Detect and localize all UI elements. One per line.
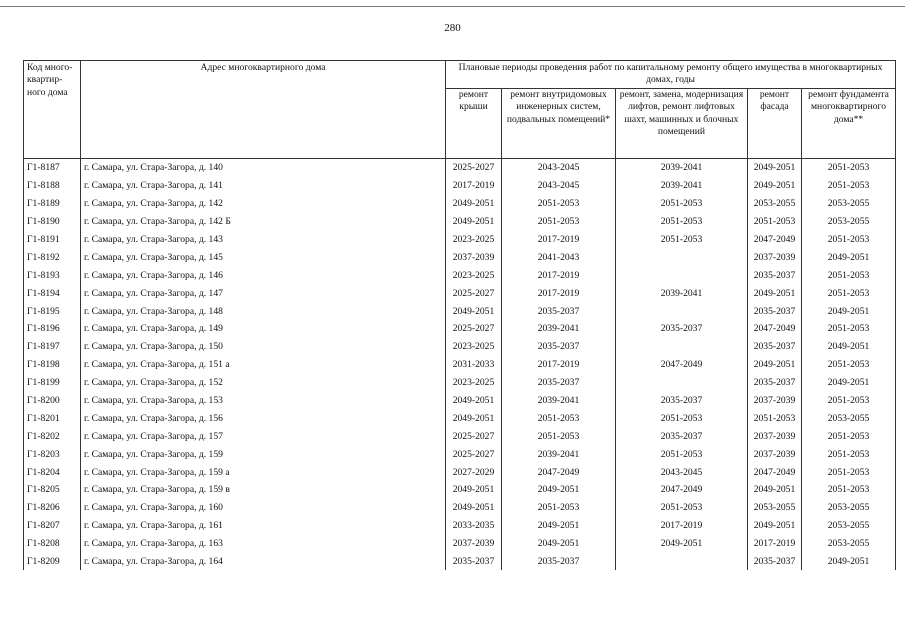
cell-elevators: 2051-2053: [616, 445, 748, 463]
cell-elevators: [616, 248, 748, 266]
cell-address: г. Самара, ул. Стара-Загора, д. 141: [81, 177, 446, 195]
table-row: [24, 177, 896, 195]
cell-foundation: 2049-2051: [802, 248, 896, 266]
cell-foundation: 2053-2055: [802, 195, 896, 213]
cell-roof: 2023-2025: [446, 374, 502, 392]
cell-elevators: 2039-2041: [616, 284, 748, 302]
table-row: [24, 284, 896, 302]
cell-engineering: 2039-2041: [502, 445, 616, 463]
cell-code: Г1-8194: [24, 284, 81, 302]
cell-engineering: 2017-2019: [502, 266, 616, 284]
cell-address: г. Самара, ул. Стара-Загора, д. 142: [81, 195, 446, 213]
cell-code: Г1-8201: [24, 409, 81, 427]
cell-engineering: 2051-2053: [502, 427, 616, 445]
cell-code: Г1-8206: [24, 499, 81, 517]
cell-facade: 2035-2037: [748, 374, 802, 392]
cell-foundation: 2051-2053: [802, 392, 896, 410]
cell-roof: 2049-2051: [446, 195, 502, 213]
cell-foundation: 2051-2053: [802, 356, 896, 374]
cell-facade: 2047-2049: [748, 231, 802, 249]
cell-code: Г1-8203: [24, 445, 81, 463]
cell-address: г. Самара, ул. Стара-Загора, д. 145: [81, 248, 446, 266]
cell-roof: 2025-2027: [446, 445, 502, 463]
cell-foundation: 2049-2051: [802, 553, 896, 571]
cell-elevators: 2035-2037: [616, 392, 748, 410]
cell-foundation: 2051-2053: [802, 445, 896, 463]
cell-engineering: 2035-2037: [502, 374, 616, 392]
cell-facade: 2049-2051: [748, 517, 802, 535]
cell-address: г. Самара, ул. Стара-Загора, д. 161: [81, 517, 446, 535]
table-row: [24, 195, 896, 213]
cell-foundation: 2053-2055: [802, 213, 896, 231]
table-row: [24, 427, 896, 445]
cell-elevators: 2047-2049: [616, 356, 748, 374]
cell-roof: 2037-2039: [446, 535, 502, 553]
cell-foundation: 2051-2053: [802, 463, 896, 481]
header-code: Код много-квартир-ного дома: [24, 61, 81, 159]
cell-address: г. Самара, ул. Стара-Загора, д. 147: [81, 284, 446, 302]
cell-code: Г1-8207: [24, 517, 81, 535]
cell-address: г. Самара, ул. Стара-Загора, д. 149: [81, 320, 446, 338]
cell-code: Г1-8191: [24, 231, 81, 249]
header-foundation: ремонт фундамента многоквартирного дома**: [802, 89, 896, 159]
cell-address: г. Самара, ул. Стара-Загора, д. 151 а: [81, 356, 446, 374]
cell-roof: 2035-2037: [446, 553, 502, 571]
cell-facade: 2047-2049: [748, 320, 802, 338]
cell-engineering: 2049-2051: [502, 481, 616, 499]
cell-facade: 2047-2049: [748, 463, 802, 481]
table-row: [24, 445, 896, 463]
cell-roof: 2017-2019: [446, 177, 502, 195]
cell-elevators: [616, 266, 748, 284]
header-engineering: ремонт внутридомовых инженерных систем, подвальных помещений*: [502, 89, 616, 159]
table-header: [24, 61, 896, 159]
cell-engineering: 2051-2053: [502, 409, 616, 427]
cell-foundation: 2051-2053: [802, 481, 896, 499]
cell-roof: 2033-2035: [446, 517, 502, 535]
cell-facade: 2049-2051: [748, 284, 802, 302]
cell-facade: 2017-2019: [748, 535, 802, 553]
table-row: [24, 409, 896, 427]
cell-address: г. Самара, ул. Стара-Загора, д. 146: [81, 266, 446, 284]
cell-facade: 2049-2051: [748, 159, 802, 177]
cell-code: Г1-8208: [24, 535, 81, 553]
cell-foundation: 2053-2055: [802, 409, 896, 427]
header-periods: Плановые периоды проведения работ по капитальному ремонту общего имущества в многоквартирных домах, годы: [446, 61, 896, 89]
cell-engineering: 2043-2045: [502, 177, 616, 195]
table-row: [24, 159, 896, 177]
cell-roof: 2023-2025: [446, 231, 502, 249]
cell-foundation: 2051-2053: [802, 427, 896, 445]
cell-roof: 2023-2025: [446, 266, 502, 284]
table-row: [24, 553, 896, 571]
cell-foundation: 2049-2051: [802, 374, 896, 392]
cell-facade: 2049-2051: [748, 177, 802, 195]
table-row: [24, 374, 896, 392]
cell-elevators: 2043-2045: [616, 463, 748, 481]
cell-elevators: 2035-2037: [616, 320, 748, 338]
cell-address: г. Самара, ул. Стара-Загора, д. 152: [81, 374, 446, 392]
cell-address: г. Самара, ул. Стара-Загора, д. 159: [81, 445, 446, 463]
table-body: [24, 159, 896, 571]
cell-foundation: 2051-2053: [802, 266, 896, 284]
table-row: [24, 517, 896, 535]
cell-address: г. Самара, ул. Стара-Загора, д. 148: [81, 302, 446, 320]
cell-engineering: 2047-2049: [502, 463, 616, 481]
cell-elevators: 2017-2019: [616, 517, 748, 535]
cell-code: Г1-8189: [24, 195, 81, 213]
cell-address: г. Самара, ул. Стара-Загора, д. 150: [81, 338, 446, 356]
top-rule: [0, 6, 905, 7]
cell-roof: 2049-2051: [446, 481, 502, 499]
cell-engineering: 2051-2053: [502, 195, 616, 213]
cell-elevators: 2035-2037: [616, 427, 748, 445]
cell-elevators: [616, 374, 748, 392]
cell-code: Г1-8196: [24, 320, 81, 338]
cell-foundation: 2049-2051: [802, 302, 896, 320]
table-row: [24, 499, 896, 517]
cell-elevators: [616, 553, 748, 571]
cell-engineering: 2035-2037: [502, 302, 616, 320]
cell-engineering: 2017-2019: [502, 231, 616, 249]
cell-engineering: 2041-2043: [502, 248, 616, 266]
cell-code: Г1-8192: [24, 248, 81, 266]
cell-facade: 2051-2053: [748, 409, 802, 427]
cell-facade: 2037-2039: [748, 248, 802, 266]
page-number: 280: [444, 22, 461, 34]
capital-repair-table: [23, 60, 896, 570]
table-row: [24, 392, 896, 410]
cell-address: г. Самара, ул. Стара-Загора, д. 157: [81, 427, 446, 445]
header-facade: ремонт фасада: [748, 89, 802, 159]
cell-code: Г1-8195: [24, 302, 81, 320]
cell-code: Г1-8200: [24, 392, 81, 410]
cell-facade: 2037-2039: [748, 445, 802, 463]
table-row: [24, 213, 896, 231]
cell-address: г. Самара, ул. Стара-Загора, д. 143: [81, 231, 446, 249]
cell-address: г. Самара, ул. Стара-Загора, д. 142 Б: [81, 213, 446, 231]
cell-engineering: 2049-2051: [502, 517, 616, 535]
cell-foundation: 2051-2053: [802, 159, 896, 177]
cell-elevators: [616, 302, 748, 320]
cell-roof: 2049-2051: [446, 302, 502, 320]
cell-roof: 2023-2025: [446, 338, 502, 356]
cell-engineering: 2017-2019: [502, 356, 616, 374]
header-roof: ремонт крыши: [446, 89, 502, 159]
table-row: [24, 320, 896, 338]
cell-facade: 2035-2037: [748, 553, 802, 571]
cell-roof: 2025-2027: [446, 284, 502, 302]
table-row: [24, 248, 896, 266]
cell-facade: 2049-2051: [748, 356, 802, 374]
cell-engineering: 2043-2045: [502, 159, 616, 177]
cell-code: Г1-8202: [24, 427, 81, 445]
cell-roof: 2037-2039: [446, 248, 502, 266]
cell-elevators: 2051-2053: [616, 499, 748, 517]
cell-facade: 2035-2037: [748, 302, 802, 320]
cell-foundation: 2051-2053: [802, 284, 896, 302]
cell-address: г. Самара, ул. Стара-Загора, д. 163: [81, 535, 446, 553]
cell-address: г. Самара, ул. Стара-Загора, д. 159 а: [81, 463, 446, 481]
cell-engineering: 2039-2041: [502, 320, 616, 338]
cell-engineering: 2051-2053: [502, 213, 616, 231]
cell-code: Г1-8197: [24, 338, 81, 356]
cell-facade: 2037-2039: [748, 427, 802, 445]
cell-code: Г1-8193: [24, 266, 81, 284]
table-row: [24, 481, 896, 499]
table-row: [24, 266, 896, 284]
cell-foundation: 2051-2053: [802, 177, 896, 195]
cell-code: Г1-8188: [24, 177, 81, 195]
cell-elevators: 2051-2053: [616, 195, 748, 213]
cell-elevators: 2047-2049: [616, 481, 748, 499]
cell-foundation: 2051-2053: [802, 320, 896, 338]
cell-code: Г1-8198: [24, 356, 81, 374]
cell-code: Г1-8199: [24, 374, 81, 392]
cell-address: г. Самара, ул. Стара-Загора, д. 156: [81, 409, 446, 427]
header-address: Адрес многоквартирного дома: [81, 61, 446, 159]
cell-foundation: 2053-2055: [802, 517, 896, 535]
cell-code: Г1-8190: [24, 213, 81, 231]
cell-facade: 2053-2055: [748, 195, 802, 213]
cell-roof: 2025-2027: [446, 320, 502, 338]
cell-code: Г1-8209: [24, 553, 81, 571]
cell-roof: 2025-2027: [446, 159, 502, 177]
cell-foundation: 2053-2055: [802, 499, 896, 517]
cell-roof: 2049-2051: [446, 499, 502, 517]
cell-foundation: 2053-2055: [802, 535, 896, 553]
table-row: [24, 231, 896, 249]
table-row: [24, 338, 896, 356]
cell-roof: 2027-2029: [446, 463, 502, 481]
cell-facade: 2049-2051: [748, 481, 802, 499]
cell-roof: 2049-2051: [446, 409, 502, 427]
table-row: [24, 463, 896, 481]
cell-facade: 2051-2053: [748, 213, 802, 231]
cell-facade: 2035-2037: [748, 338, 802, 356]
table-row: [24, 535, 896, 553]
header-elevators: ремонт, замена, модернизация лифтов, ремонт лифтовых шахт, машинных и блочных помещений: [616, 89, 748, 159]
cell-code: Г1-8204: [24, 463, 81, 481]
cell-engineering: 2049-2051: [502, 535, 616, 553]
cell-elevators: 2051-2053: [616, 409, 748, 427]
cell-roof: 2049-2051: [446, 213, 502, 231]
cell-elevators: [616, 338, 748, 356]
table-row: [24, 356, 896, 374]
cell-code: Г1-8187: [24, 159, 81, 177]
cell-engineering: 2039-2041: [502, 392, 616, 410]
cell-engineering: 2035-2037: [502, 338, 616, 356]
cell-roof: 2049-2051: [446, 392, 502, 410]
cell-facade: 2037-2039: [748, 392, 802, 410]
cell-elevators: 2049-2051: [616, 535, 748, 553]
cell-code: Г1-8205: [24, 481, 81, 499]
cell-address: г. Самара, ул. Стара-Загора, д. 140: [81, 159, 446, 177]
cell-facade: 2053-2055: [748, 499, 802, 517]
table-row: [24, 302, 896, 320]
cell-roof: 2025-2027: [446, 427, 502, 445]
cell-address: г. Самара, ул. Стара-Загора, д. 153: [81, 392, 446, 410]
cell-elevators: 2039-2041: [616, 159, 748, 177]
cell-facade: 2035-2037: [748, 266, 802, 284]
cell-engineering: 2051-2053: [502, 499, 616, 517]
cell-address: г. Самара, ул. Стара-Загора, д. 160: [81, 499, 446, 517]
cell-elevators: 2051-2053: [616, 213, 748, 231]
cell-address: г. Самара, ул. Стара-Загора, д. 159 в: [81, 481, 446, 499]
cell-engineering: 2035-2037: [502, 553, 616, 571]
cell-engineering: 2017-2019: [502, 284, 616, 302]
cell-foundation: 2051-2053: [802, 231, 896, 249]
cell-elevators: 2051-2053: [616, 231, 748, 249]
cell-roof: 2031-2033: [446, 356, 502, 374]
cell-elevators: 2039-2041: [616, 177, 748, 195]
cell-address: г. Самара, ул. Стара-Загора, д. 164: [81, 553, 446, 571]
cell-foundation: 2049-2051: [802, 338, 896, 356]
